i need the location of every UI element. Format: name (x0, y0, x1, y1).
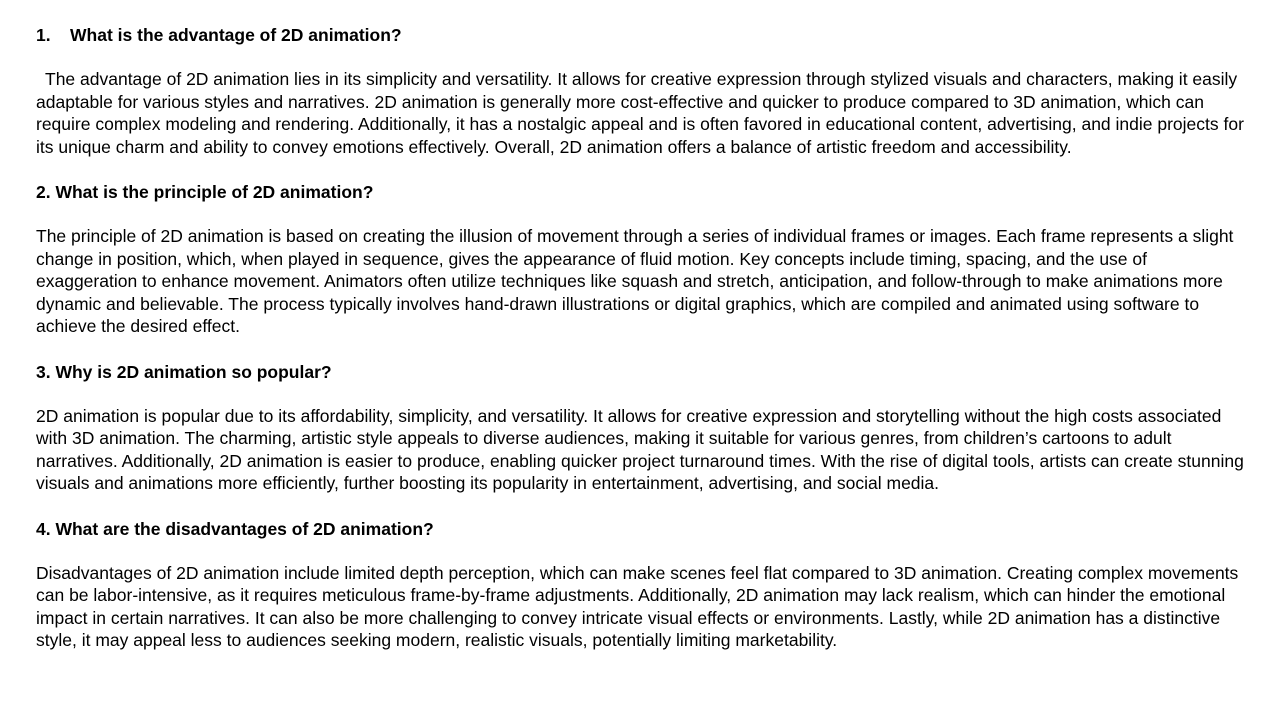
answer-paragraph: 2D animation is popular due to its affordability, simplicity, and versatility. It allows for creative expression and storytelling without the high costs associated with 3D animation. The charming, artistic style appeals to diverse audiences, making it suitable for various genres, from children’s cartoons to adult narratives. Additionally, 2D animation is easier to produce, enabling quicker project turnaround times. With the rise of digital tools, artists can create stunning visuals and animations more efficiently, further boosting its popularity in entertainment, advertising, and social media. (36, 405, 1244, 493)
question-heading: 1. What is the advantage of 2D animation? (36, 25, 402, 45)
faq-section-advantage (36, 23, 1248, 158)
faq-section-principle (36, 180, 1248, 338)
answer-paragraph: Disadvantages of 2D animation include limited depth perception, which can make scenes feel flat compared to 3D animation. Creating complex movements can be labor-intensive, as it requires meticulous frame-by-frame adjustments. Additionally, 2D animation may lack realism, which can hinder the emotional impact in certain narratives. It can also be more challenging to convey intricate visual effects or environments. Lastly, while 2D animation has a distinctive style, it may appeal less to audiences seeking modern, realistic visuals, potentially limiting marketability. (36, 562, 1239, 650)
question-heading: 3. Why is 2D animation so popular? (36, 361, 332, 382)
faq-section-popularity (36, 360, 1248, 495)
question-heading: 2. What is the principle of 2D animation? (36, 182, 374, 202)
answer-paragraph: The principle of 2D animation is based on creating the illusion of movement through a series of individual frames or images. Each frame represents a slight change in position, which, when played in sequence, gives the appearance of fluid motion. Key concepts include timing, spacing, and the use of exaggeration to enhance movement. Animators often utilize techniques like squash and stretch, anticipation, and follow-through to make animations more dynamic and believable. The process typically involves hand-drawn illustrations or digital graphics, which are compiled and animated using software to achieve the desired effect. (36, 226, 1234, 336)
faq-section-disadvantages (36, 517, 1248, 652)
question-heading: 4. What are the disadvantages of 2D animation? (36, 518, 434, 539)
answer-paragraph: The advantage of 2D animation lies in its simplicity and versatility. It allows for creative expression through stylized visuals and characters, making it easily adaptable for various styles and narratives. 2D animation is generally more cost-effective and quicker to produce compared to 3D animation, which can require complex modeling and rendering. Additionally, it has a nostalgic appeal and is often favored in educational content, advertising, and indie projects for its unique charm and ability to convey emotions effectively. Overall, 2D animation offers a balance of artistic freedom and accessibility. (36, 69, 1244, 157)
document-body (36, 23, 1248, 652)
